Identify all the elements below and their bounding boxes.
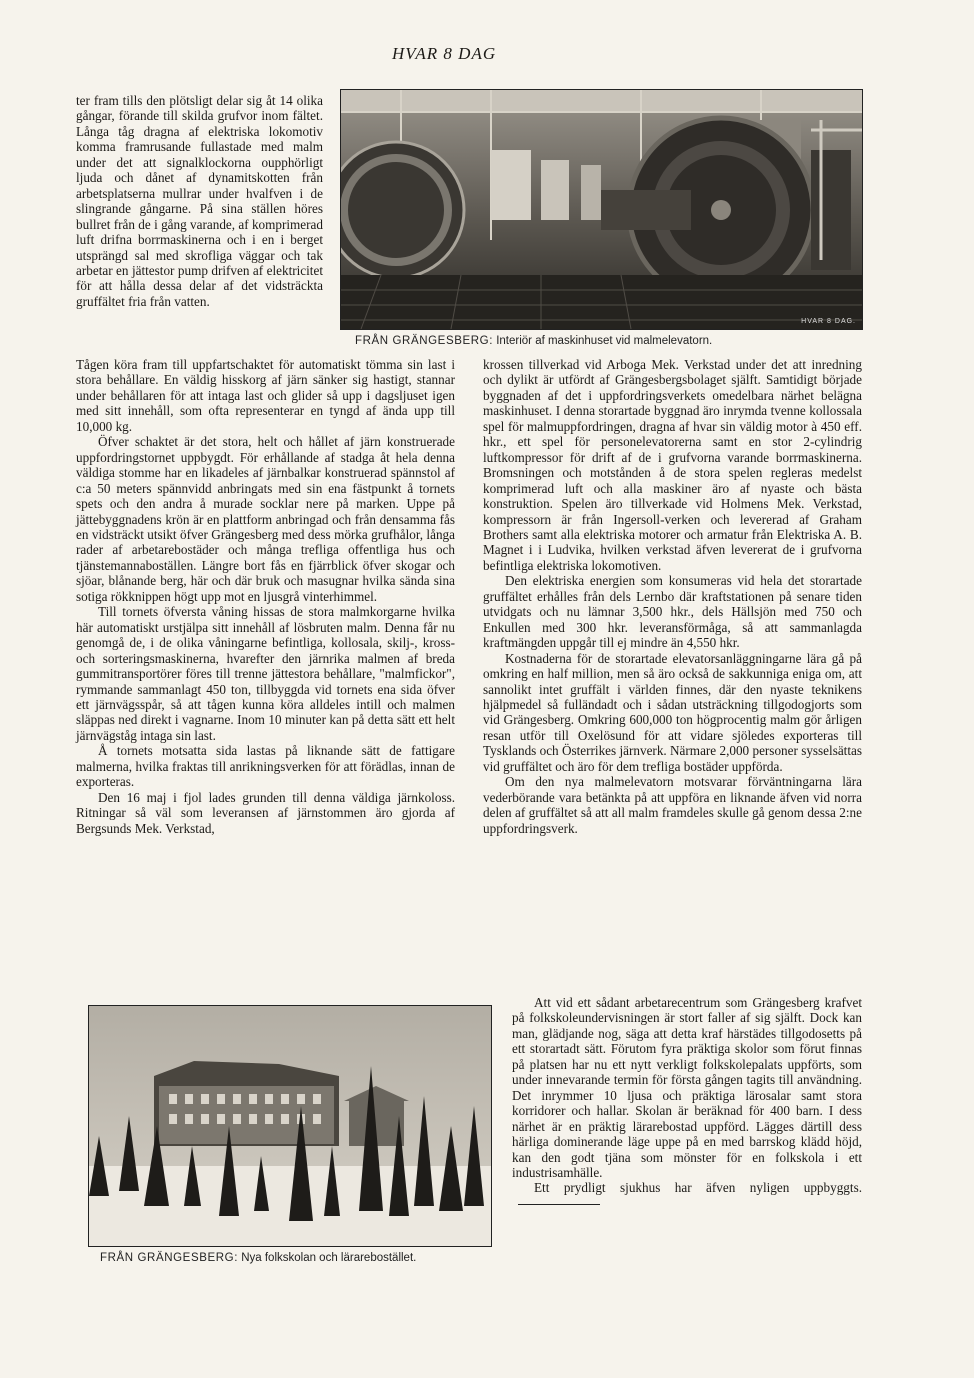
paragraph: krossen tillverkad vid Arboga Mek. Verkstad under det att inredning och dylikt är utfördt af Grängesbergsbolaget själft. Samtidigt började byggnaden af det i uppfordringsverkets omedelbara närhet belägna maskinhuset. I denna storartade byggnad äro inrymda tvenne kollossala spel för malmuppfordringen, dragna af hvar sin väldig motor à 450 eff. hkr., ett spel för personelevatorerna samt en stor 2-cylindrig luftkompressor för drift af de i grufvorna varande borrmaskinerna. Bromsningen och motstånden å de stora spelen regleras medelst komprimerad luft och alla maskiner äro af nyaste och bästa konstruktion. Spelen äro tillverkade vid Holmens Mek. Verkstad, kompressorn är från Ingersoll-verken och levererad af Graham Brothers samt alla elektriska motorer och armatur från Elektriska A. B. Magnet i i Ludvika, hvilken verkstad äfven levererat de i grufvorna befintliga elektriska lokomotiven.: [483, 357, 862, 573]
paragraph: Den elektriska energien som konsumeras vid hela det storartade gruffältet erhålles från dels Lernbo där kraftstationen på senare tiden utvidgats och nu lämnar 3,500 hkr., dels Hällsjön med 750 och Enkullen med 300 hkr. leveransförmåga, så att sammanlagda kraftmängden uppgår till ej mindre än 4,550 hkr.: [483, 573, 862, 651]
closing-paragraph: [512, 1180, 862, 1211]
machine-hall-photo: [340, 89, 863, 330]
school-illustration: [89, 1006, 491, 1246]
photo-stamp: HVAR 8 DAG.: [801, 318, 856, 325]
caption-text: Interiör af maskinhuset vid malmelevatorn.: [496, 335, 713, 347]
paragraph: Ett prydligt sjukhus har äfven nyligen uppbyggts.: [534, 1180, 862, 1196]
caption-place: FRÅN GRÄNGESBERG:: [100, 1252, 238, 1264]
article-column-left-top: [76, 93, 323, 309]
paragraph: Kostnaderna för de storartade elevatorsanläggningarne lära gå på omkring en half million, men så äro också de sakkunniga eniga om, att sannolikt intet gruffält i världen finnes, där den nyaste teknikens hjälpmedel så fulländadt och i sådan utsträckning tillgodogjorts som vid Grängesberg. Omkring 600,000 ton högprocentig malm gör årligen resan utför till Oxelösund för att vidare sjöledes exporteras till Tysklands och Österrikes järnverk. Närmare 2,000 personer sysselsättas vid gruffältet och äro för dem trefliga bostäder uppförda.: [483, 650, 862, 774]
paragraph: Den 16 maj i fjol lades grunden till denna väldiga järnkoloss. Ritningar så väl som leveransen af järnstommen äro gjorda af Bergsunds Mek. Verkstad,: [76, 789, 455, 836]
caption-place: FRÅN GRÄNGESBERG:: [355, 335, 493, 347]
paragraph: Å tornets motsatta sida lastas på liknande sätt de fattigare malmerna, hvilka fraktas till anrikningsverken för att förädlas, innan de exporteras.: [76, 743, 455, 790]
article-column-right: [483, 357, 862, 836]
paragraph: Att vid ett sådant arbetarecentrum som Grängesberg krafvet på folkskoleundervisningen är stort faller af sig själft. Dock kan man, glädjande nog, säga att detta kraf härstädes tillgodosetts på ett storartadt sätt. Förutom fyra präktiga skolor som förut finnas på platsen har nu ett nytt verkligt folkskolepalats uppförts, som under innevarande termin för första gången tagits till användning. Det inrymmer 10 ljusa och präktiga lärosalar samt stora korridorer och hallar. Skolan är beräknad för 400 barn. I dess närhet är en präktig lärarebostad uppförd. Lägges därtill dess härliga dominerande läge uppe på en med barrskog klädd höjd, kan den godt tjäna som mönster för en folkskola i ett industrisamhälle.: [512, 995, 862, 1180]
paragraph: Öfver schaktet är det stora, helt och hållet af järn konstruerade uppfordringstornet uppbygdt. För erhållande af stadga åt hela denna väldiga stomme har en likadeles af järnbalkar konstruerad spännstol af c:a 50 meters spännvidd anbringats med sin ena fästpunkt å tornets spets och den andra å murade socklar nere på marken. Uppe på jättebyggnadens krön är en plattform anbringad och från densamma fås en vidsträckt utsikt öfver Grängesberg med dess mörka grufhålor, långa rader af arbetarebostäder och många trefliga offentliga hus och tjänstemannaboställen. Längre bort fås en fjärrblick öfver skogar och sjöar, blånande berg, här och där bruk och masugnar hvilka sända sina sotiga rökknippen högt upp mot en ljusgrå vinterhimmel.: [76, 434, 455, 604]
paragraph: Tågen köra fram till uppfartschaktet för automatiskt tömma sin last i stora behållare. En väldig hisskorg af järn sänker sig hastigt, stannar under behållaren för att intaga last och glider så upp i dagsljuset igen med sitt innehåll, som ofta representerar en tyngd af ända upp till 10,000 kg.: [76, 357, 455, 434]
school-caption: [100, 1252, 416, 1264]
machine-hall-illustration: [341, 90, 862, 329]
school-photo: [88, 1005, 492, 1247]
paragraph: ter fram tills den plötsligt delar sig åt 14 olika gångar, förande till skilda grufvor inom fältet. Långa tåg dragna af elektriska lokomotiv komma framrusande fullastade med malm under det att signalklockorna oupphörligt ljuda och dånet af dynamitskotten från arbetsplatserna mullrar under hvalfven i de slingrande gångarne. På sina ställen höres bullret från de i gång varande, af komprimerad luft drifna borrmaskinerna och i en i berget utsprängd sal med skrofliga väggar och tak arbetar en jättestor pump drifven af elektricitet för att hålla dessa delar af det vidsträckta gruffältet fria från vatten.: [76, 93, 323, 309]
machine-hall-caption: [355, 335, 712, 347]
article-column-left: [76, 357, 455, 836]
page-header: HVAR 8 DAG: [392, 44, 497, 63]
caption-text: Nya folkskolan och lärarebostället.: [241, 1252, 417, 1264]
end-rule: [518, 1204, 600, 1205]
paragraph: Till tornets öfversta våning hissas de stora malmkorgarne hvilka här automatiskt urstjälpa sitt innehåll af lösbruten malm. Denna får nu genomgå de, i de olika våningarne befintliga, kollosala, skilj-, kross- och sorteringsmaskinerna, hvarefter den järnrika malmen af breda gummitransportörer föres till trenne jättestora behållare, "malmfickor", rymmande sammanlagt 450 ton, tillbyggda vid tornets ena sida öfver ett järnvägsspår, så att tågen kunna köra alldeles intill och malmen släppas ned direkt i vagnarne. Inom 10 minuter kan på detta sätt ett helt järnvägståg intaga sin last.: [76, 604, 455, 743]
paragraph: Om den nya malmelevatorn motsvarar förväntningarna lära vederbörande vara betänkta på att uppföra en liknande äfven vid norra delen af gruffältet så att all malm framdeles skulle gå genom dessa 2:ne uppfordringsverk.: [483, 774, 862, 836]
article-column-lower-right: [512, 995, 862, 1211]
